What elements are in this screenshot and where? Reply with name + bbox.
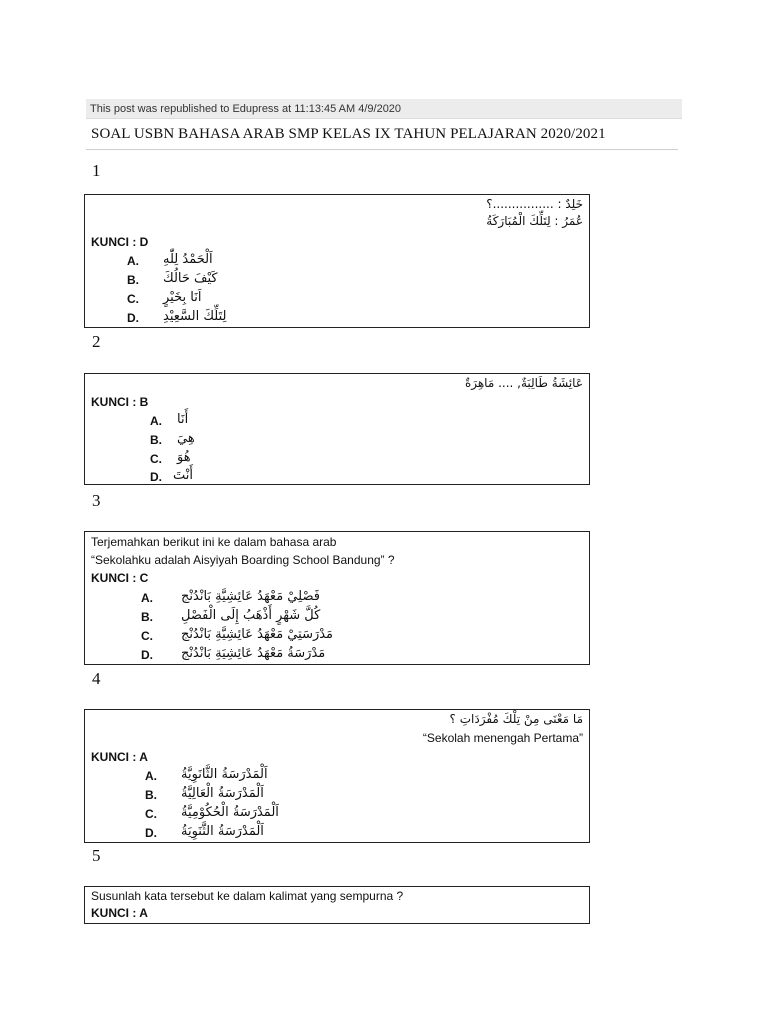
option-text: كَيْفَ حَالُكَ [163,271,218,286]
option-letter: C. [150,452,162,466]
option-text: مَدْرَسَتِيْ مَعْهَدُ عَائِشِيَّةِ بَانْدُنْج [181,627,334,642]
question-text-line: عُمَرُ : لِتَلِّكَ الْمُبَارَكَةُ [486,214,583,228]
question-text-line: Terjemahkan berikut ini ke dalam bahasa arab [91,535,337,549]
question-text-line: Susunlah kata tersebut ke dalam kalimat yang sempurna ? [91,889,404,903]
option-text: اَلْمَدْرَسَةُ الثَّنَوِيَةُ [181,824,264,839]
republish-banner: This post was republished to Edupress at 11:13:45 AM 4/9/2020 [86,99,682,119]
question-number: 5 [92,846,101,865]
option-text: اَلْمَدْرَسَةُ الثَّانَوِيَّةُ [181,767,268,782]
option-text: مَدْرَسَةُ مَعْهَدُ عَائِشِيَةِ بَانْدُنْج [181,646,326,661]
option-text: اَلْمَدْرَسَةُ الْحُكُوْمِيَّةُ [181,805,279,820]
question-number: 1 [92,161,101,180]
option-letter: D. [145,826,157,840]
answer-key: KUNCI : D [91,235,149,249]
option-text: فَصْلِيْ مَعْهَدُ عَائِشِيَّةِ بَانْدُنْج [181,589,320,604]
question-text-line: “Sekolahku adalah Aisyiyah Boarding School Bandung” ? [91,553,395,567]
option-letter: A. [145,769,157,783]
option-letter: B. [145,788,157,802]
option-letter: B. [150,433,162,447]
option-letter: C. [145,807,157,821]
answer-key: KUNCI : A [91,906,148,920]
option-letter: A. [141,591,153,605]
option-text: أَنْتَ [173,468,193,483]
option-text: اَلْحَمْدُ لِلّٰهِ [163,252,213,267]
question-box-4 [84,709,590,843]
option-letter: C. [127,292,139,306]
option-text: أَنَا [177,412,189,427]
answer-key: KUNCI : A [91,750,148,764]
option-letter: D. [150,470,162,484]
question-box-1 [84,194,590,328]
question-box-3 [84,531,590,665]
option-text: اَلْمَدْرَسَةُ الْعَالِيَّةُ [181,786,264,801]
option-letter: B. [127,273,139,287]
answer-key: KUNCI : C [91,571,149,585]
option-text: لِتَلِّكَ السَّعِيْدِ [163,309,227,324]
question-text-line: خَلِدٌ : ................؟ [486,197,583,211]
option-letter: D. [141,648,153,662]
title-divider [86,149,678,150]
option-letter: A. [150,414,162,428]
option-letter: C. [141,629,153,643]
question-number: 4 [92,669,101,688]
question-text-line: عَائِشَةُ طَالِبَةٌ, .... مَاهِرَةٌ [464,376,583,390]
option-text: اَنَا بِخَيْرٍ [163,290,202,305]
question-number: 3 [92,491,101,510]
question-box-5 [84,886,590,924]
question-text-line: مَا مَعْنَى مِنْ تِلْكَ مُفْرَدَاتِ ؟ [449,712,583,726]
question-text-line: “Sekolah menengah Pertama” [422,731,583,745]
option-letter: A. [127,254,139,268]
option-text: كُلَّ شَهْرٍ أَذْهَبُ إِلَى الْفَصْلِ [181,608,321,623]
option-text: هِيَ [177,431,195,446]
answer-key: KUNCI : B [91,395,149,409]
option-text: هُوَ [177,450,191,465]
document-title: SOAL USBN BAHASA ARAB SMP KELAS IX TAHUN PELAJARAN 2020/2021 [91,126,606,142]
question-number: 2 [92,332,101,351]
option-letter: B. [141,610,153,624]
option-letter: D. [127,311,139,325]
question-box-2 [84,373,590,485]
